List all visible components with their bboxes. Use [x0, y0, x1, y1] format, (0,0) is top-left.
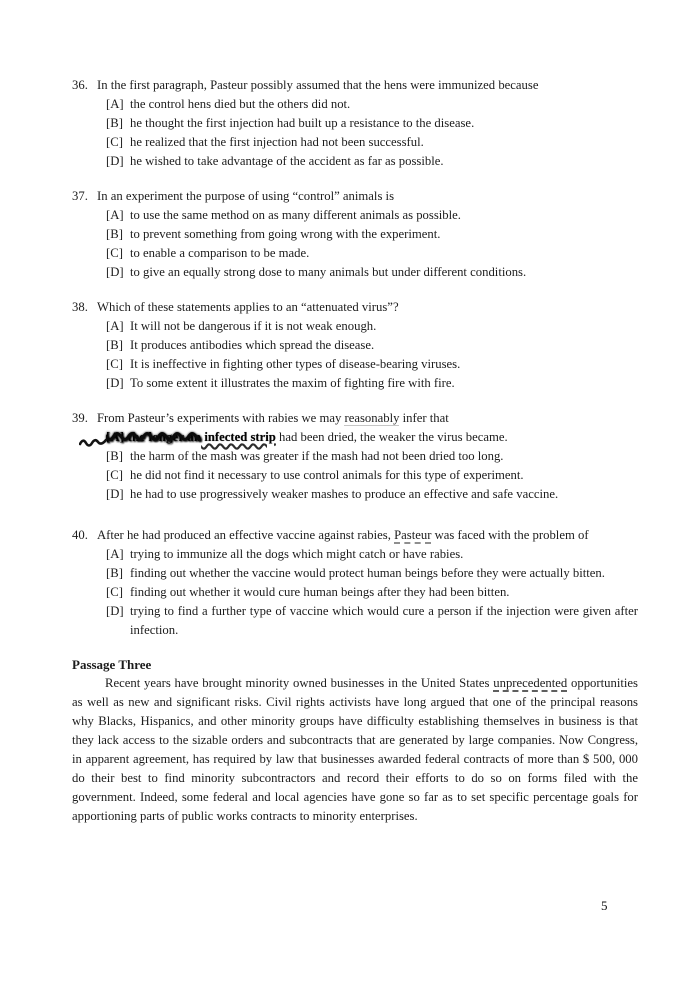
option-tag: [B]: [106, 566, 123, 580]
question-38-option-c: [72, 355, 638, 374]
option-text: It produces antibodies which spread the disease.: [130, 338, 375, 352]
question-36-stem: [72, 76, 638, 95]
option-tag: [D]: [106, 265, 124, 279]
question-40-option-a: [72, 545, 638, 564]
question-36-option-d: [72, 152, 638, 171]
question-37-number: 37.: [72, 189, 88, 203]
scribbled-option-text: [A] the longer an: [106, 430, 202, 444]
question-38-option-b: [72, 336, 638, 355]
question-36-option-c: [72, 133, 638, 152]
option-text: to prevent something from going wrong with the experiment.: [130, 227, 441, 241]
question-40-text-pre: After he had produced an effective vaccine against rabies,: [97, 528, 395, 542]
option-tag: [C]: [106, 585, 123, 599]
question-38-text: Which of these statements applies to an “attenuated virus”?: [97, 300, 399, 314]
question-40-option-d: [72, 602, 638, 640]
question-37-option-a: [72, 206, 638, 225]
question-38-option-d: [72, 374, 638, 393]
option-tag: [B]: [106, 227, 123, 241]
option-text: had been dried, the weaker the virus became.: [275, 430, 508, 444]
question-37-text: In an experiment the purpose of using “control” animals is: [97, 189, 395, 203]
option-tag: [D]: [106, 376, 124, 390]
option-text: trying to immunize all the dogs which might catch or have rabies.: [130, 547, 464, 561]
option-tag: [A]: [106, 97, 124, 111]
question-36-option-b: [72, 114, 638, 133]
passage-three-heading: Passage Three: [72, 657, 152, 672]
question-40-option-c: [72, 583, 638, 602]
question-39-text-post: infer that: [399, 411, 449, 425]
question-39-number: 39.: [72, 411, 88, 425]
option-tag: [B]: [106, 338, 123, 352]
option-text: the harm of the mash was greater if the mash had not been dried too long.: [130, 449, 504, 463]
option-text: to give an equally strong dose to many animals but under different conditions.: [130, 265, 527, 279]
option-text: to enable a comparison to be made.: [130, 246, 310, 260]
option-tag: [A]: [106, 208, 124, 222]
question-39: [72, 409, 638, 504]
question-37: [72, 187, 638, 282]
option-text: he thought the first injection had built up a resistance to the disease.: [130, 116, 475, 130]
option-tag: [C]: [106, 135, 123, 149]
option-tag: [B]: [106, 449, 123, 463]
pen-scribble-icon: [79, 434, 107, 447]
option-text: the control hens died but the others did not.: [130, 97, 351, 111]
question-39-option-c: [72, 466, 638, 485]
option-text: he wished to take advantage of the accident as far as possible.: [130, 154, 444, 168]
passage-text-pre: Recent years have brought minority owned businesses in the United States: [105, 676, 494, 690]
page-number: 5: [601, 898, 608, 913]
option-tag: [C]: [106, 468, 123, 482]
option-tag: [A]: [106, 547, 124, 561]
question-38-number: 38.: [72, 300, 88, 314]
option-tag: [C]: [106, 246, 123, 260]
question-37-option-b: [72, 225, 638, 244]
option-tag: [C]: [106, 357, 123, 371]
option-tag: [D]: [106, 487, 124, 501]
option-text: To some extent it illustrates the maxim of fighting fire with fire.: [130, 376, 455, 390]
question-36-option-a: [72, 95, 638, 114]
question-37-option-c: [72, 244, 638, 263]
question-38: [72, 298, 638, 393]
question-37-stem: [72, 187, 638, 206]
question-36-text: In the first paragraph, Pasteur possibly assumed that the hens were immunized because: [97, 78, 539, 92]
question-38-stem: [72, 298, 638, 317]
pencil-underlined-word: Pasteur: [394, 528, 432, 542]
option-text: finding out whether the vaccine would protect human beings before they were actually bitten.: [130, 566, 605, 580]
option-tag: [D]: [106, 154, 124, 168]
question-39-option-a-scribbled: [72, 428, 638, 447]
option-text: trying to find a further type of vaccine which would cure a person if the injection were given after infection.: [130, 604, 638, 637]
question-36-number: 36.: [72, 78, 88, 92]
question-40-option-b: [72, 564, 638, 583]
question-39-stem: [72, 409, 638, 428]
pencil-underlined-word: reasonably: [344, 411, 400, 425]
option-text: It will not be dangerous if it is not weak enough.: [130, 319, 377, 333]
option-text: he realized that the first injection had not been successful.: [130, 135, 424, 149]
smudged-bold-text: infected strip: [201, 430, 276, 444]
pencil-underlined-word: unprecedented: [493, 676, 568, 690]
option-text: It is ineffective in fighting other types of disease-bearing viruses.: [130, 357, 461, 371]
question-39-option-d: [72, 485, 638, 504]
passage-text-post: opportunities as well as new and significant risks. Civil rights activists have long argued that one of the principal reasons why Blacks, Hispanics, and other minority groups have difficulty establishing themselves in business is that they lack access to the sizable orders and subcontracts that are generated by large companies. Now Congress, in apparent agreement, has required by law that businesses awarded federal contracts of more than $ 500, 000 do their best to find minority subcontractors and record their efforts to do so on forms filed with the government. Indeed, some federal and local agencies have gone so far as to set specific percentage goals for apportioning parts of public works contracts to minority enterprises.: [72, 676, 638, 823]
option-text: finding out whether it would cure human beings after they had been bitten.: [130, 585, 510, 599]
question-39-option-b: [72, 447, 638, 466]
question-40: [72, 526, 638, 640]
question-40-number: 40.: [72, 528, 88, 542]
option-text: he had to use progressively weaker mashes to produce an effective and safe vaccine.: [130, 487, 559, 501]
option-text: to use the same method on as many different animals as possible.: [130, 208, 461, 222]
page-content: [72, 76, 638, 826]
question-40-text-post: was faced with the problem of: [431, 528, 589, 542]
question-40-stem: [72, 526, 638, 545]
option-text: he did not find it necessary to use control animals for this type of experiment.: [130, 468, 524, 482]
question-37-option-d: [72, 263, 638, 282]
option-tag: [A]: [106, 319, 124, 333]
question-36: [72, 76, 638, 171]
question-38-option-a: [72, 317, 638, 336]
option-tag: [D]: [106, 604, 124, 618]
passage-three-body: [72, 674, 638, 826]
option-tag: [B]: [106, 116, 123, 130]
question-39-text-pre: From Pasteur’s experiments with rabies we may: [97, 411, 345, 425]
